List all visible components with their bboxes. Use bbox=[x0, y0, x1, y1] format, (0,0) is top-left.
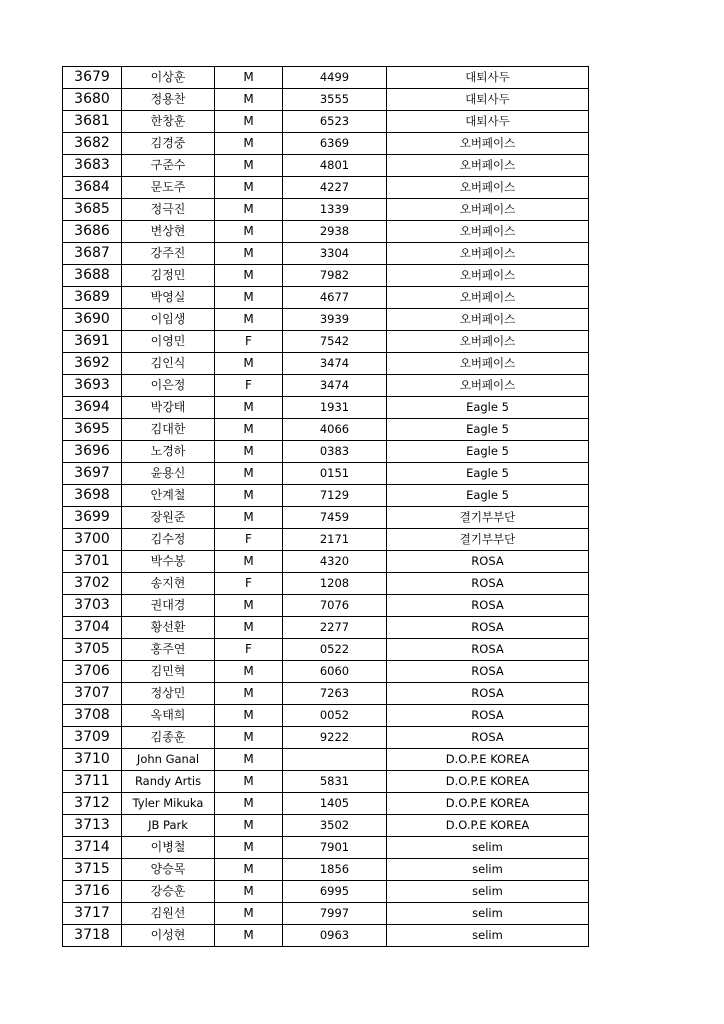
code-cell: 7076 bbox=[283, 595, 387, 617]
table-row bbox=[63, 815, 589, 837]
gender-cell: M bbox=[215, 463, 283, 485]
row-number-cell: 3708 bbox=[63, 705, 122, 727]
table-row bbox=[63, 507, 589, 529]
table-row bbox=[63, 485, 589, 507]
row-number-cell: 3704 bbox=[63, 617, 122, 639]
name-cell: 장원준 bbox=[122, 507, 215, 529]
gender-cell: M bbox=[215, 485, 283, 507]
row-number-cell: 3712 bbox=[63, 793, 122, 815]
table-row bbox=[63, 89, 589, 111]
team-cell: ROSA bbox=[387, 573, 589, 595]
table-row bbox=[63, 727, 589, 749]
code-cell: 4227 bbox=[283, 177, 387, 199]
gender-cell: M bbox=[215, 243, 283, 265]
table-row bbox=[63, 353, 589, 375]
row-number-cell: 3696 bbox=[63, 441, 122, 463]
gender-cell: F bbox=[215, 331, 283, 353]
table-row bbox=[63, 111, 589, 133]
table-row bbox=[63, 155, 589, 177]
team-cell: selim bbox=[387, 859, 589, 881]
table-row bbox=[63, 133, 589, 155]
gender-cell: M bbox=[215, 859, 283, 881]
row-number-cell: 3694 bbox=[63, 397, 122, 419]
gender-cell: M bbox=[215, 507, 283, 529]
gender-cell: M bbox=[215, 397, 283, 419]
row-number-cell: 3711 bbox=[63, 771, 122, 793]
team-cell: 결기부부단 bbox=[387, 529, 589, 551]
code-cell: 1339 bbox=[283, 199, 387, 221]
code-cell: 6369 bbox=[283, 133, 387, 155]
team-cell: ROSA bbox=[387, 551, 589, 573]
gender-cell: M bbox=[215, 771, 283, 793]
code-cell: 3474 bbox=[283, 375, 387, 397]
row-number-cell: 3695 bbox=[63, 419, 122, 441]
name-cell: 홍주연 bbox=[122, 639, 215, 661]
row-number-cell: 3685 bbox=[63, 199, 122, 221]
code-cell: 5831 bbox=[283, 771, 387, 793]
code-cell: 6060 bbox=[283, 661, 387, 683]
table-row bbox=[63, 859, 589, 881]
code-cell: 4801 bbox=[283, 155, 387, 177]
code-cell: 0052 bbox=[283, 705, 387, 727]
code-cell: 1208 bbox=[283, 573, 387, 595]
row-number-cell: 3689 bbox=[63, 287, 122, 309]
row-number-cell: 3709 bbox=[63, 727, 122, 749]
table-row bbox=[63, 617, 589, 639]
name-cell: 김정민 bbox=[122, 265, 215, 287]
code-cell: 6523 bbox=[283, 111, 387, 133]
name-cell: 송지현 bbox=[122, 573, 215, 595]
team-cell: 오버페이스 bbox=[387, 177, 589, 199]
row-number-cell: 3700 bbox=[63, 529, 122, 551]
code-cell: 4677 bbox=[283, 287, 387, 309]
row-number-cell: 3714 bbox=[63, 837, 122, 859]
team-cell: Eagle 5 bbox=[387, 419, 589, 441]
row-number-cell: 3718 bbox=[63, 925, 122, 947]
table-row bbox=[63, 639, 589, 661]
code-cell: 0383 bbox=[283, 441, 387, 463]
row-number-cell: 3703 bbox=[63, 595, 122, 617]
gender-cell: M bbox=[215, 815, 283, 837]
team-cell: D.O.P.E KOREA bbox=[387, 815, 589, 837]
name-cell: 정용찬 bbox=[122, 89, 215, 111]
code-cell: 3474 bbox=[283, 353, 387, 375]
team-cell: 대퇴사두 bbox=[387, 89, 589, 111]
gender-cell: M bbox=[215, 683, 283, 705]
name-cell: 강주진 bbox=[122, 243, 215, 265]
name-cell: 안계철 bbox=[122, 485, 215, 507]
gender-cell: M bbox=[215, 837, 283, 859]
row-number-cell: 3697 bbox=[63, 463, 122, 485]
table-row bbox=[63, 595, 589, 617]
table-row bbox=[63, 793, 589, 815]
code-cell bbox=[283, 749, 387, 771]
code-cell: 7901 bbox=[283, 837, 387, 859]
table-row bbox=[63, 683, 589, 705]
gender-cell: F bbox=[215, 573, 283, 595]
team-cell: D.O.P.E KOREA bbox=[387, 771, 589, 793]
gender-cell: M bbox=[215, 287, 283, 309]
code-cell: 3502 bbox=[283, 815, 387, 837]
team-cell: 오버페이스 bbox=[387, 243, 589, 265]
name-cell: 김종훈 bbox=[122, 727, 215, 749]
table-row bbox=[63, 419, 589, 441]
name-cell: 김수정 bbox=[122, 529, 215, 551]
code-cell: 7997 bbox=[283, 903, 387, 925]
row-number-cell: 3690 bbox=[63, 309, 122, 331]
table-row bbox=[63, 309, 589, 331]
code-cell: 0522 bbox=[283, 639, 387, 661]
gender-cell: M bbox=[215, 419, 283, 441]
name-cell: 이임생 bbox=[122, 309, 215, 331]
team-cell: D.O.P.E KOREA bbox=[387, 793, 589, 815]
row-number-cell: 3679 bbox=[63, 67, 122, 89]
table-row bbox=[63, 243, 589, 265]
table-row bbox=[63, 881, 589, 903]
gender-cell: M bbox=[215, 177, 283, 199]
gender-cell: M bbox=[215, 441, 283, 463]
table-row bbox=[63, 67, 589, 89]
code-cell: 1405 bbox=[283, 793, 387, 815]
code-cell: 0151 bbox=[283, 463, 387, 485]
name-cell: John Ganal bbox=[122, 749, 215, 771]
gender-cell: M bbox=[215, 89, 283, 111]
table-row bbox=[63, 661, 589, 683]
code-cell: 7263 bbox=[283, 683, 387, 705]
name-cell: 박영실 bbox=[122, 287, 215, 309]
name-cell: 한창훈 bbox=[122, 111, 215, 133]
table-row bbox=[63, 331, 589, 353]
name-cell: 김경중 bbox=[122, 133, 215, 155]
team-cell: ROSA bbox=[387, 705, 589, 727]
name-cell: 이영민 bbox=[122, 331, 215, 353]
team-cell: 오버페이스 bbox=[387, 221, 589, 243]
team-cell: selim bbox=[387, 925, 589, 947]
team-cell: Eagle 5 bbox=[387, 441, 589, 463]
gender-cell: M bbox=[215, 881, 283, 903]
table-row bbox=[63, 837, 589, 859]
table-row bbox=[63, 441, 589, 463]
name-cell: 이은정 bbox=[122, 375, 215, 397]
code-cell: 2171 bbox=[283, 529, 387, 551]
gender-cell: M bbox=[215, 661, 283, 683]
table-row bbox=[63, 397, 589, 419]
row-number-cell: 3705 bbox=[63, 639, 122, 661]
gender-cell: M bbox=[215, 551, 283, 573]
team-cell: selim bbox=[387, 903, 589, 925]
table-row bbox=[63, 221, 589, 243]
name-cell: Tyler Mikuka bbox=[122, 793, 215, 815]
row-number-cell: 3706 bbox=[63, 661, 122, 683]
code-cell: 4320 bbox=[283, 551, 387, 573]
row-number-cell: 3686 bbox=[63, 221, 122, 243]
gender-cell: M bbox=[215, 705, 283, 727]
gender-cell: F bbox=[215, 375, 283, 397]
code-cell: 4066 bbox=[283, 419, 387, 441]
code-cell: 3304 bbox=[283, 243, 387, 265]
team-cell: Eagle 5 bbox=[387, 463, 589, 485]
gender-cell: M bbox=[215, 111, 283, 133]
row-number-cell: 3717 bbox=[63, 903, 122, 925]
row-number-cell: 3716 bbox=[63, 881, 122, 903]
team-cell: ROSA bbox=[387, 617, 589, 639]
table-row bbox=[63, 771, 589, 793]
code-cell: 2277 bbox=[283, 617, 387, 639]
gender-cell: M bbox=[215, 925, 283, 947]
row-number-cell: 3680 bbox=[63, 89, 122, 111]
row-number-cell: 3715 bbox=[63, 859, 122, 881]
code-cell: 0963 bbox=[283, 925, 387, 947]
gender-cell: F bbox=[215, 529, 283, 551]
gender-cell: M bbox=[215, 199, 283, 221]
name-cell: 김대한 bbox=[122, 419, 215, 441]
code-cell: 2938 bbox=[283, 221, 387, 243]
gender-cell: M bbox=[215, 595, 283, 617]
team-cell: 오버페이스 bbox=[387, 375, 589, 397]
gender-cell: M bbox=[215, 309, 283, 331]
row-number-cell: 3698 bbox=[63, 485, 122, 507]
gender-cell: M bbox=[215, 793, 283, 815]
team-cell: 오버페이스 bbox=[387, 133, 589, 155]
name-cell: 권대경 bbox=[122, 595, 215, 617]
team-cell: Eagle 5 bbox=[387, 485, 589, 507]
name-cell: 이성현 bbox=[122, 925, 215, 947]
gender-cell: M bbox=[215, 67, 283, 89]
team-cell: 대퇴사두 bbox=[387, 67, 589, 89]
table-row bbox=[63, 573, 589, 595]
row-number-cell: 3682 bbox=[63, 133, 122, 155]
row-number-cell: 3699 bbox=[63, 507, 122, 529]
row-number-cell: 3687 bbox=[63, 243, 122, 265]
row-number-cell: 3684 bbox=[63, 177, 122, 199]
gender-cell: M bbox=[215, 265, 283, 287]
row-number-cell: 3713 bbox=[63, 815, 122, 837]
table-row bbox=[63, 903, 589, 925]
team-cell: 결기부부단 bbox=[387, 507, 589, 529]
gender-cell: M bbox=[215, 155, 283, 177]
gender-cell: M bbox=[215, 617, 283, 639]
name-cell: 노경하 bbox=[122, 441, 215, 463]
name-cell: 김인식 bbox=[122, 353, 215, 375]
code-cell: 7982 bbox=[283, 265, 387, 287]
team-cell: 대퇴사두 bbox=[387, 111, 589, 133]
name-cell: 변상현 bbox=[122, 221, 215, 243]
gender-cell: M bbox=[215, 353, 283, 375]
team-cell: D.O.P.E KOREA bbox=[387, 749, 589, 771]
team-cell: selim bbox=[387, 881, 589, 903]
name-cell: 문도주 bbox=[122, 177, 215, 199]
name-cell: 황선환 bbox=[122, 617, 215, 639]
table-row bbox=[63, 749, 589, 771]
gender-cell: M bbox=[215, 727, 283, 749]
team-cell: ROSA bbox=[387, 595, 589, 617]
code-cell: 7129 bbox=[283, 485, 387, 507]
name-cell: JB Park bbox=[122, 815, 215, 837]
name-cell: 정극진 bbox=[122, 199, 215, 221]
row-number-cell: 3693 bbox=[63, 375, 122, 397]
table-row bbox=[63, 925, 589, 947]
table-row bbox=[63, 705, 589, 727]
name-cell: Randy Artis bbox=[122, 771, 215, 793]
team-cell: 오버페이스 bbox=[387, 155, 589, 177]
team-cell: ROSA bbox=[387, 661, 589, 683]
row-number-cell: 3688 bbox=[63, 265, 122, 287]
row-number-cell: 3681 bbox=[63, 111, 122, 133]
name-cell: 옥태희 bbox=[122, 705, 215, 727]
name-cell: 정상민 bbox=[122, 683, 215, 705]
code-cell: 7542 bbox=[283, 331, 387, 353]
row-number-cell: 3710 bbox=[63, 749, 122, 771]
name-cell: 김민혁 bbox=[122, 661, 215, 683]
gender-cell: M bbox=[215, 221, 283, 243]
gender-cell: M bbox=[215, 903, 283, 925]
row-number-cell: 3707 bbox=[63, 683, 122, 705]
team-cell: 오버페이스 bbox=[387, 265, 589, 287]
name-cell: 구준수 bbox=[122, 155, 215, 177]
code-cell: 6995 bbox=[283, 881, 387, 903]
gender-cell: M bbox=[215, 133, 283, 155]
name-cell: 김원선 bbox=[122, 903, 215, 925]
name-cell: 박강태 bbox=[122, 397, 215, 419]
name-cell: 박수봉 bbox=[122, 551, 215, 573]
code-cell: 1856 bbox=[283, 859, 387, 881]
row-number-cell: 3702 bbox=[63, 573, 122, 595]
team-cell: 오버페이스 bbox=[387, 199, 589, 221]
team-cell: 오버페이스 bbox=[387, 309, 589, 331]
team-cell: ROSA bbox=[387, 639, 589, 661]
row-number-cell: 3683 bbox=[63, 155, 122, 177]
table-row bbox=[63, 287, 589, 309]
name-cell: 양승목 bbox=[122, 859, 215, 881]
table-row bbox=[63, 529, 589, 551]
team-cell: selim bbox=[387, 837, 589, 859]
table-row bbox=[63, 551, 589, 573]
team-cell: 오버페이스 bbox=[387, 353, 589, 375]
team-cell: 오버페이스 bbox=[387, 287, 589, 309]
team-cell: 오버페이스 bbox=[387, 331, 589, 353]
name-cell: 이상훈 bbox=[122, 67, 215, 89]
team-cell: Eagle 5 bbox=[387, 397, 589, 419]
code-cell: 9222 bbox=[283, 727, 387, 749]
code-cell: 3555 bbox=[283, 89, 387, 111]
gender-cell: F bbox=[215, 639, 283, 661]
gender-cell: M bbox=[215, 749, 283, 771]
team-cell: ROSA bbox=[387, 683, 589, 705]
participant-table-body bbox=[63, 67, 589, 947]
code-cell: 7459 bbox=[283, 507, 387, 529]
name-cell: 강승훈 bbox=[122, 881, 215, 903]
table-row bbox=[63, 199, 589, 221]
code-cell: 4499 bbox=[283, 67, 387, 89]
code-cell: 3939 bbox=[283, 309, 387, 331]
table-row bbox=[63, 463, 589, 485]
table-row bbox=[63, 375, 589, 397]
table-row bbox=[63, 177, 589, 199]
code-cell: 1931 bbox=[283, 397, 387, 419]
row-number-cell: 3701 bbox=[63, 551, 122, 573]
name-cell: 윤용신 bbox=[122, 463, 215, 485]
name-cell: 이병철 bbox=[122, 837, 215, 859]
row-number-cell: 3692 bbox=[63, 353, 122, 375]
team-cell: ROSA bbox=[387, 727, 589, 749]
table-row bbox=[63, 265, 589, 287]
participant-table bbox=[62, 66, 589, 947]
row-number-cell: 3691 bbox=[63, 331, 122, 353]
